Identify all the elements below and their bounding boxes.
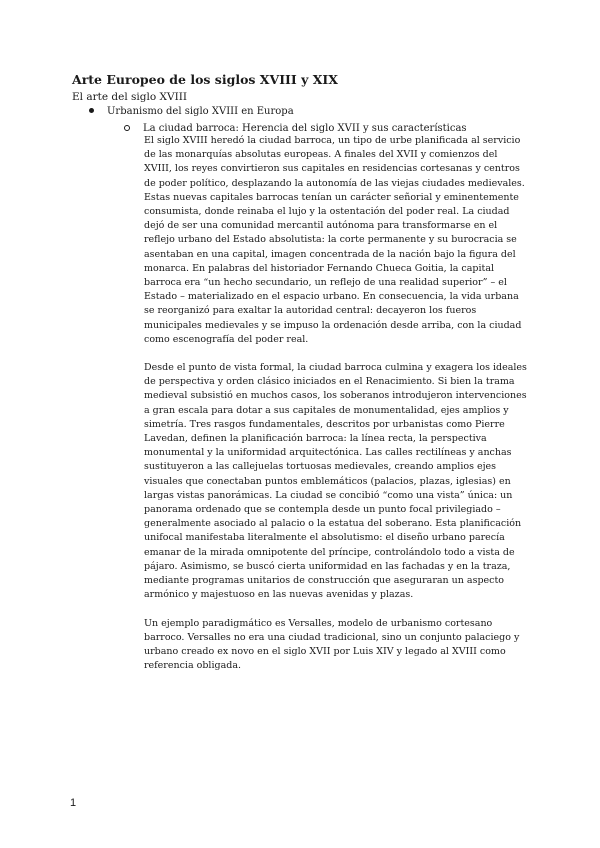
section-heading: El arte del siglo XVIII bbox=[72, 91, 188, 103]
bullet-item bbox=[89, 105, 294, 119]
hollow-circle-bullet-icon bbox=[124, 125, 130, 131]
document-title: Arte Europeo de los siglos XVIII y XIX bbox=[72, 72, 338, 87]
bullet-text: Urbanismo del siglo XVIII en Europa bbox=[107, 106, 294, 117]
sub-bullet-text: La ciudad barroca: Herencia del siglo XVII y sus características bbox=[143, 123, 467, 134]
paragraph: El siglo XVIII heredó la ciudad barroca, un tipo de urbe planificada al servicio de las monarquías absolutas europeas. A finales del XVII y comienzos del XVIII, los reyes convirtieron sus capitales en residencias cortesanas y centros de poder político, desplazando la autonomía de las viejas ciudades medievales. Estas nuevas capitales barrocas tenían un carácter señorial y eminentemente consumista, donde reinaba el lujo y la ostentación del poder real. La ciudad dejó de ser una comunidad mercantil autónoma para transformarse en el reflejo urbano del Estado absolutista: la corte permanente y su burocracia se asentaban en una capital, imagen concentrada de la nación bajo la figura del monarca. En palabras del historiador Fernando Chueca Goitia, la capital barroca era “un hecho secundario, un reflejo de una realidad superior” – el Estado – materializado en el espacio urbano. En consecuencia, la vida urbana se reorganizó para exaltar la autoridad central: decayeron los fueros municipales medievales y se impuso la ordenación desde arriba, con la ciudad como escenografía del poder real. bbox=[144, 135, 525, 345]
page-number: 1 bbox=[70, 797, 77, 809]
body-text bbox=[144, 134, 528, 673]
paragraph: Un ejemplo paradigmático es Versalles, modelo de urbanismo cortesano barroco. Versalles no era una ciudad tradicional, sino un conjunto palaciego y urbano creado ex novo en el siglo XVII por Luis XIV y legado al XVIII como referencia obligada. bbox=[144, 617, 520, 672]
bullet-dot-icon bbox=[89, 108, 94, 113]
paragraph: Desde el punto de vista formal, la ciudad barroca culmina y exagera los ideales de perspectiva y orden clásico iniciados en el Renacimiento. Si bien la trama medieval subsistió en muchos casos, los soberanos introdujeron intervenciones a gran escala para dotar a sus capitales de monumentalidad, ejes amplios y simetría. Tres rasgos fundamentales, descritos por urbanistas como Pierre Lavedan, definen la planificación barroca: la línea recta, la perspectiva monumental y la uniformidad arquitectónica. Las calles rectilíneas y anchas sustituyeron a las callejuelas tortuosas medievales, creando amplios ejes visuales que conectaban puntos emblemáticos (palacios, plazas, iglesias) en largas vistas panorámicas. La ciudad se concibió “como una vista” única: un panorama ordenado que se contempla desde un punto focal privilegiado – generalmente asociado al palacio o la estatua del soberano. Esta planificación unifocal manifestaba literalmente el absolutismo: el diseño urbano parecía emanar de la mirada omnipotente del príncipe, controlándolo todo a vista de pájaro. Asimismo, se buscó cierta uniformidad en las fachadas y en la traza, mediante programas unitarios de construcción que aseguraran un aspecto armónico y majestuoso en las nuevas avenidas y plazas. bbox=[144, 362, 527, 601]
